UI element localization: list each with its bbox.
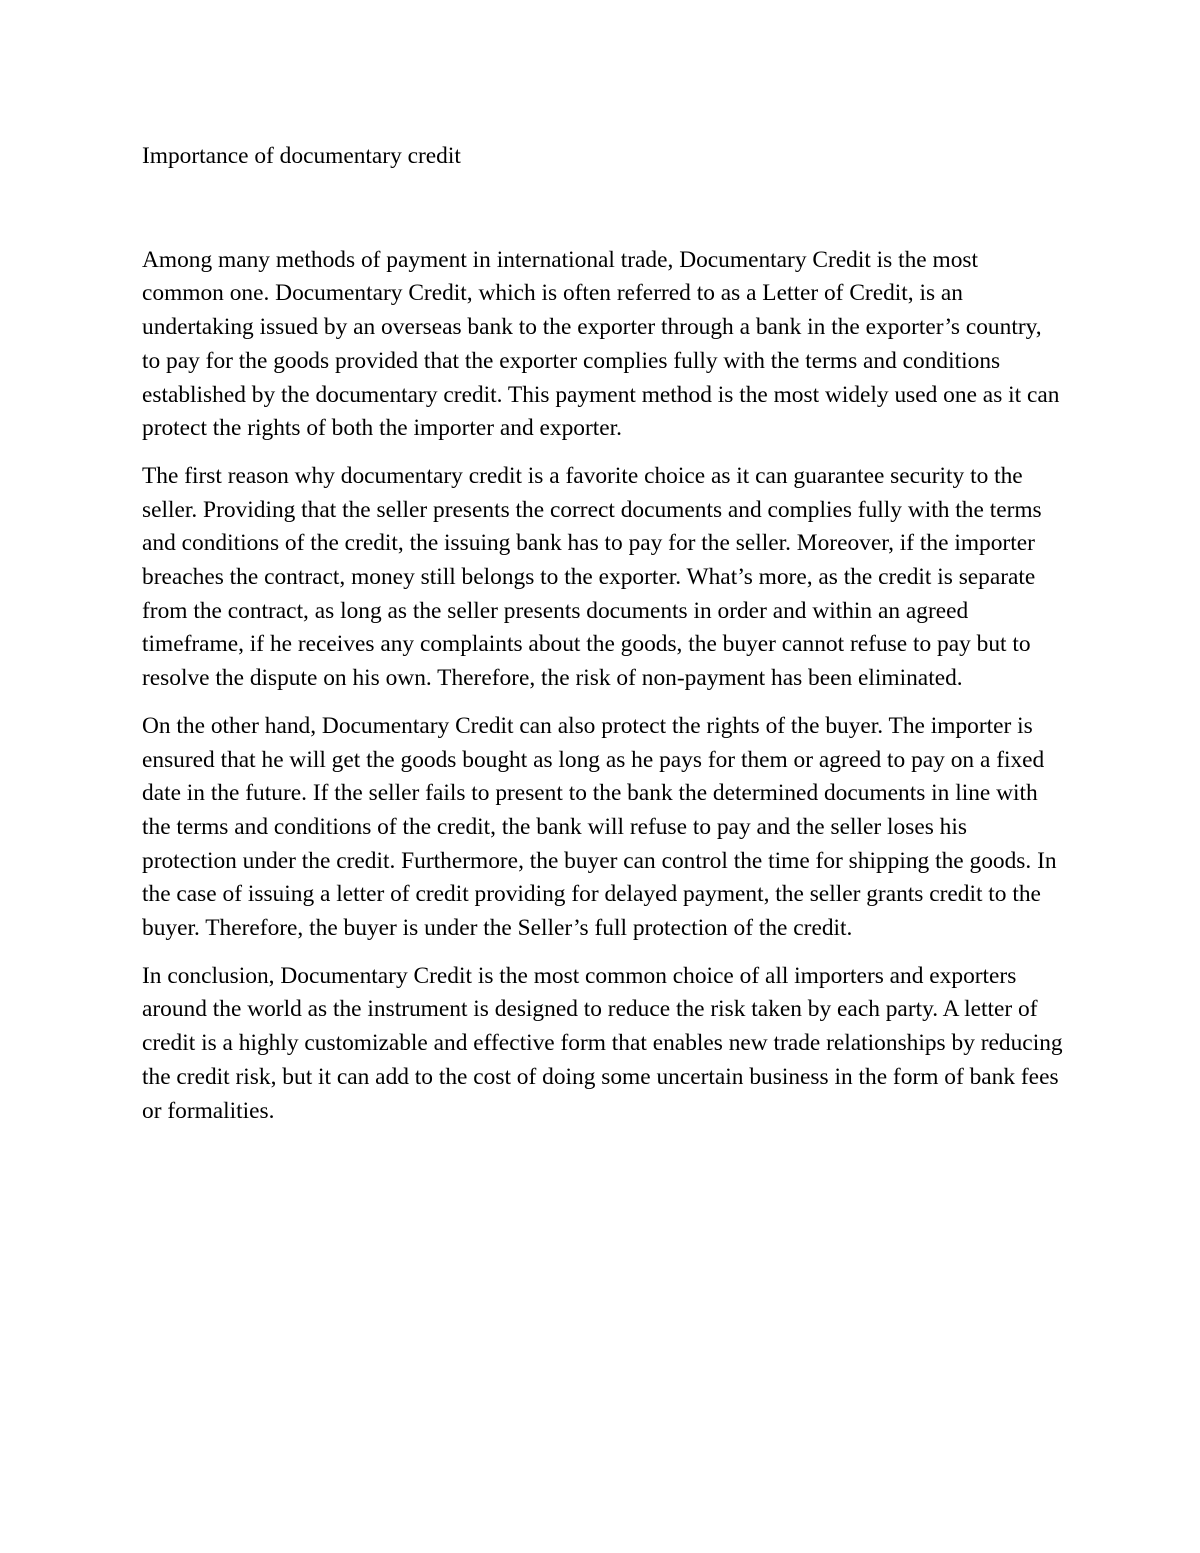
paragraph-conclusion: In conclusion, Documentary Credit is the most common choice of all importers and exporters around the world as the instrument is designed to reduce the risk taken by each party. A letter of credit is a highly customizable and effective form that enables new trade relationships by reducing the credit risk, but it can add to the cost of doing some uncertain business in the form of bank fees or formalities.	[142, 962, 1063, 1124]
paragraph-buyer-protection: On the other hand, Documentary Credit can also protect the rights of the buyer. The importer is ensured that he will get the goods bought as long as he pays for them or agreed to pay on a fixed date in the future. If the seller fails to present to the bank the determined documents in line with the terms and conditions of the credit, the bank will refuse to pay and the seller loses his protection under the credit. Furthermore, the buyer can control the time for shipping the goods. In the case of issuing a letter of credit providing for delayed payment, the seller grants credit to the buyer. Therefore, the buyer is under the Seller’s full protection of the credit.	[142, 712, 1057, 942]
document-title: Importance of documentary credit	[142, 143, 461, 169]
paragraph-introduction: Among many methods of payment in international trade, Documentary Credit is the most common one. Documentary Credit, which is often referred to as a Letter of Credit, is an undertaking issued by an overseas bank to the exporter through a bank in the exporter’s country, to pay for the goods provided that the exporter complies fully with the terms and conditions established by the documentary credit. This payment method is the most widely used one as it can protect the rights of both the importer and exporter.	[142, 246, 1060, 442]
paragraph-seller-security: The first reason why documentary credit is a favorite choice as it can guarantee security to the seller. Providing that the seller presents the correct documents and complies fully with the terms and conditions of the credit, the issuing bank has to pay for the seller. Moreover, if the importer breaches the contract, money still belongs to the exporter. What’s more, as the credit is separate from the contract, as long as the seller presents documents in order and within an agreed timeframe, if he receives any complaints about the goods, the buyer cannot refuse to pay but to resolve the dispute on his own. Therefore, the risk of non-payment has been eliminated.	[142, 462, 1042, 692]
document-body	[142, 140, 1064, 1128]
